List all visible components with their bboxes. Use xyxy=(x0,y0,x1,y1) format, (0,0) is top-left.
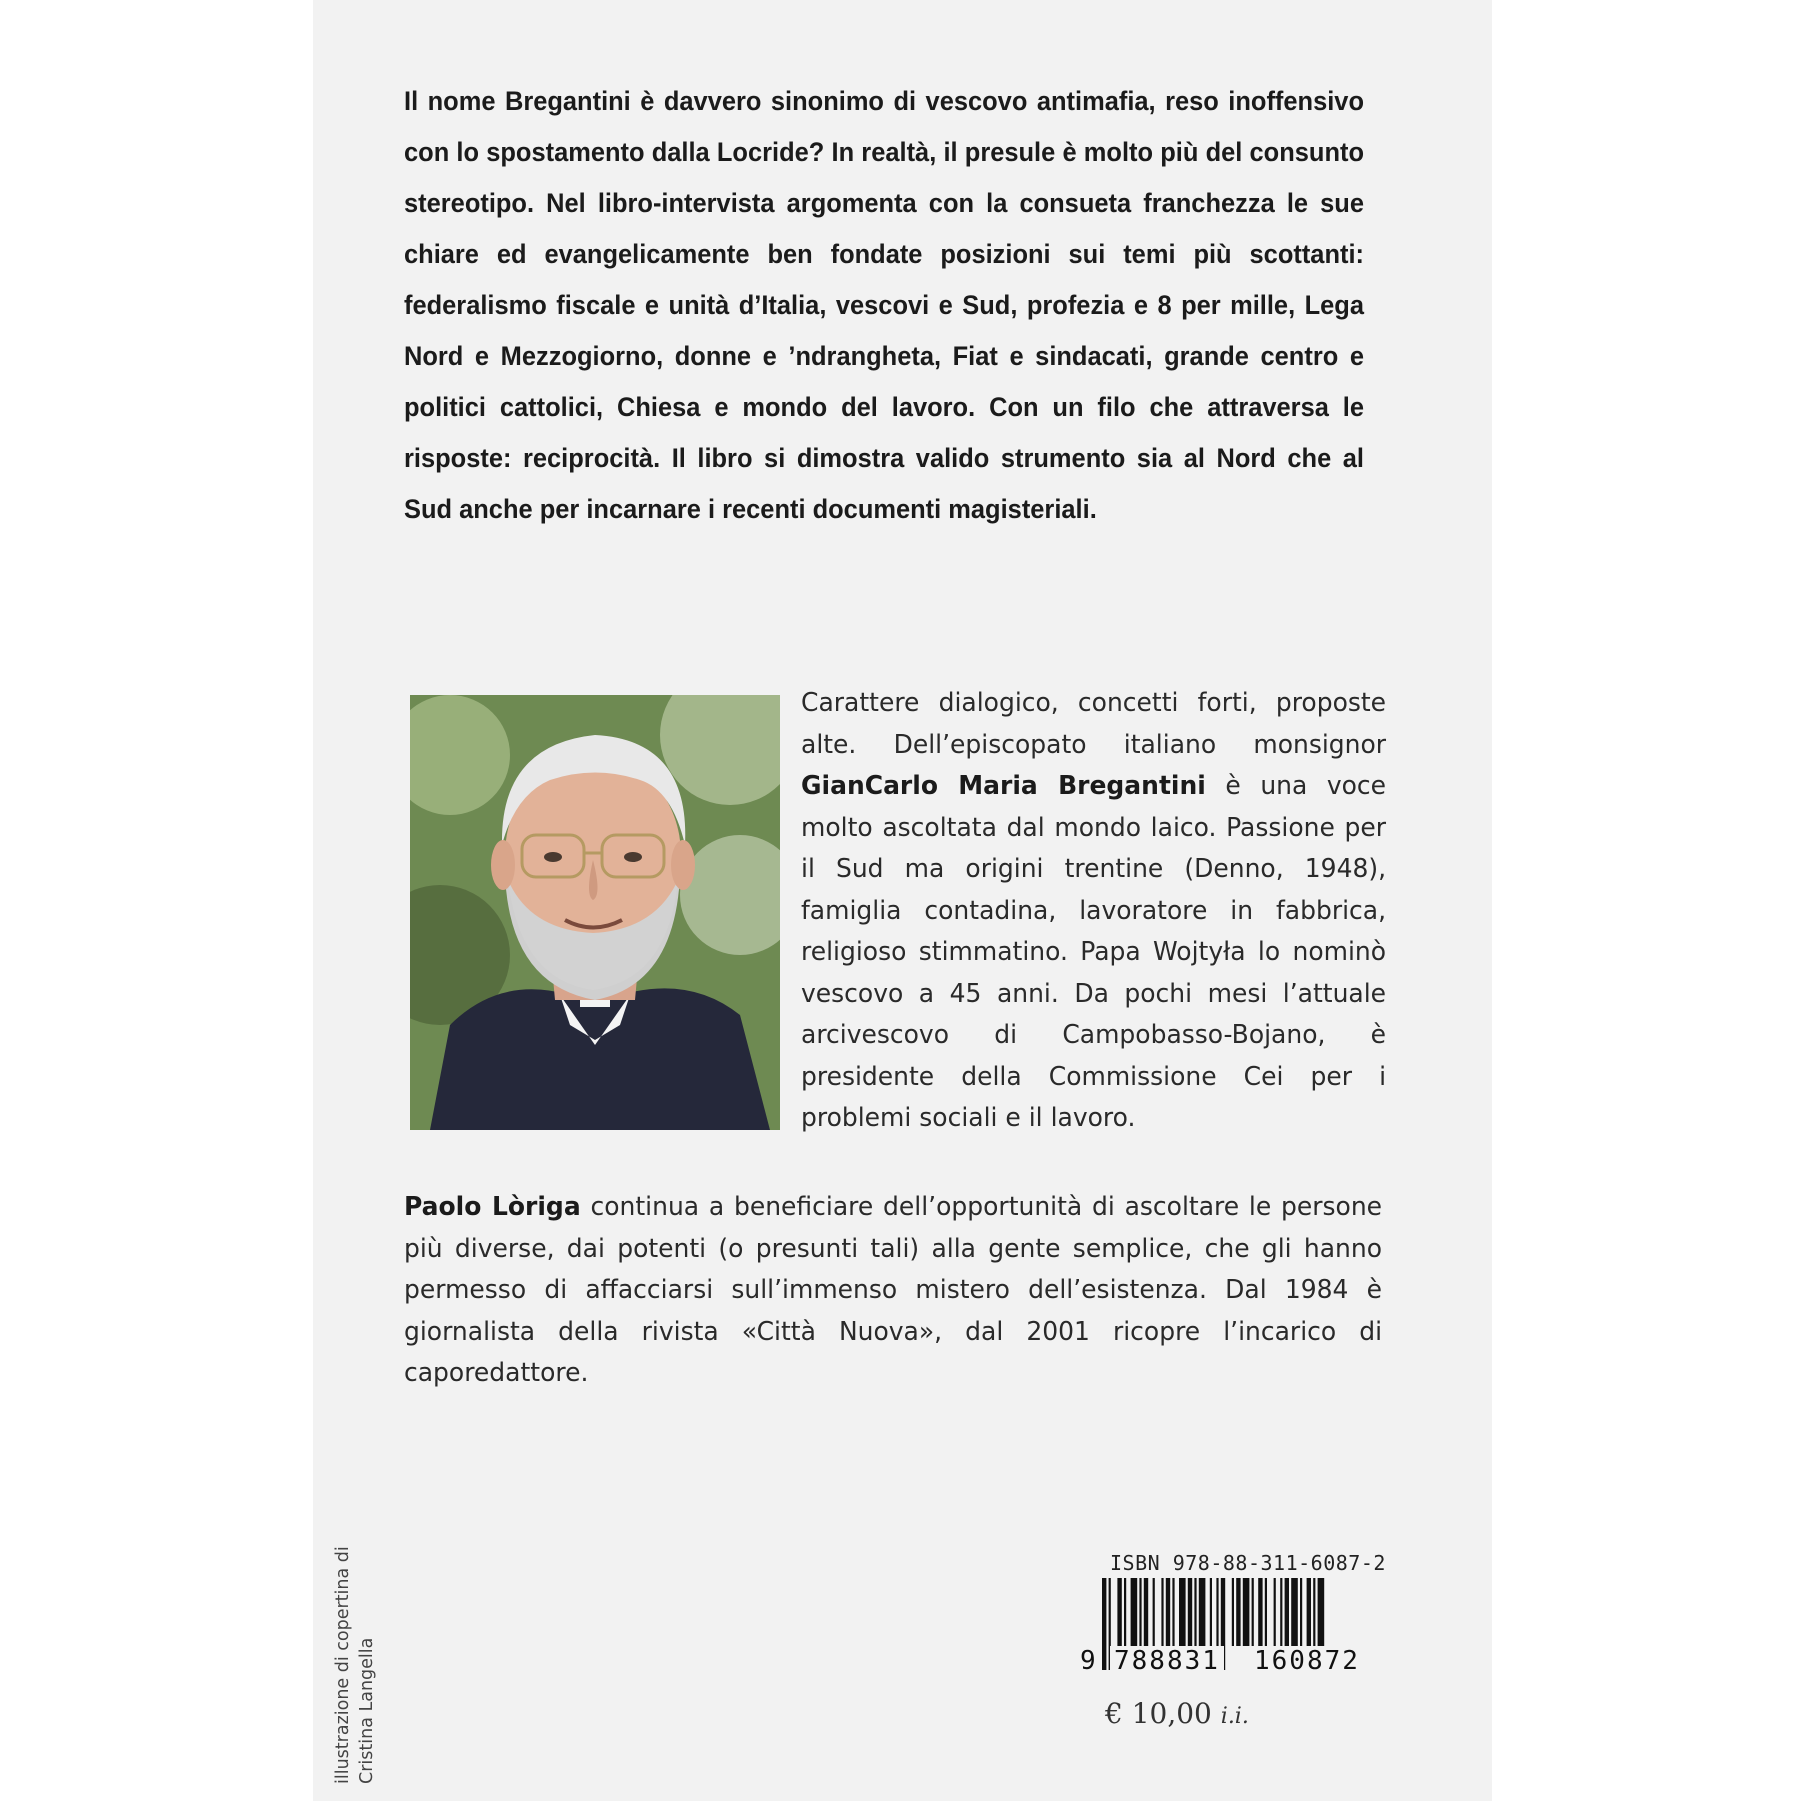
price-amount: € 10,00 xyxy=(1105,1697,1212,1730)
barcode-bar xyxy=(1252,1578,1254,1646)
barcode-bar xyxy=(1179,1578,1186,1646)
barcode-bar xyxy=(1188,1578,1192,1646)
credit-line-1: illustrazione di copertina di xyxy=(333,1546,353,1784)
portrait-illustration xyxy=(410,695,780,1130)
barcode-bar xyxy=(1102,1578,1106,1670)
price-label xyxy=(1105,1697,1249,1730)
barcode-bar xyxy=(1172,1578,1174,1646)
credit-line-2: Cristina Langella xyxy=(357,1637,377,1784)
barcode-bar xyxy=(1236,1578,1240,1646)
author-text: continua a beneficiare dell’opportunità di ascoltare le persone più diverse, dai potenti (o presunti tali) alla gente semplice, che gli hanno permesso di affacciarsi sull’immenso mistero dell’esistenza. Dal 1984 è giornalista della rivista «Città Nuova», dal 2001 ricopre l’incarico di caporedattore. xyxy=(404,1192,1383,1388)
barcode-bar xyxy=(1280,1578,1282,1646)
barcode-bar xyxy=(1194,1578,1196,1646)
barcode-bar xyxy=(1258,1578,1262,1646)
barcode-bar xyxy=(1144,1578,1148,1646)
barcode-digit-first: 9 xyxy=(1080,1646,1096,1676)
isbn-label: ISBN 978-88-311-6087-2 xyxy=(1110,1551,1386,1575)
barcode-bar xyxy=(1265,1578,1267,1646)
barcode-bar xyxy=(1285,1578,1289,1646)
barcode-bar xyxy=(1166,1578,1170,1646)
author-biography xyxy=(404,1187,1382,1395)
barcode-bars xyxy=(1080,1578,1392,1698)
price-suffix: i.i. xyxy=(1220,1704,1249,1729)
barcode-bar xyxy=(1124,1578,1126,1646)
barcode-digits-left: 788831 xyxy=(1110,1646,1224,1676)
bio-intro: Carattere dialogico, concetti forti, proposte alte. Dell’episcopato italiano monsignor xyxy=(801,688,1387,760)
bio-text: è una voce molto ascoltata dal mondo laico. Passione per il Sud ma origini trentine (Denno, 1948), famiglia contadina, lavoratore in fabbrica, religioso stimmatino. Papa Wojtyła lo nominò vescovo a 45 anni. Da pochi mesi l’attuale arcivescovo di Campobasso-Bojano, è presidente della Commissione Cei per i problemi sociali e il lavoro. xyxy=(801,771,1387,1133)
barcode-bar xyxy=(1300,1578,1302,1646)
author-photo xyxy=(410,695,780,1130)
barcode-bar xyxy=(1307,1578,1311,1646)
barcode-bar xyxy=(1291,1578,1298,1646)
barcode-bar xyxy=(1139,1578,1141,1646)
barcode-bar xyxy=(1131,1578,1138,1646)
barcode-bar xyxy=(1153,1578,1155,1646)
bishop-biography xyxy=(801,683,1386,1140)
barcode-bar xyxy=(1210,1578,1212,1646)
barcode-bar xyxy=(1117,1578,1121,1646)
barcode-bar xyxy=(1161,1578,1163,1646)
cover-credit xyxy=(331,1484,379,1784)
author-name: Paolo Lòriga xyxy=(404,1192,581,1222)
barcode-bar xyxy=(1232,1578,1234,1646)
bishop-name: GianCarlo Maria Bregantini xyxy=(801,771,1206,801)
blurb-text: Il nome Bregantini è davvero sinonimo di vescovo antimafia, reso inoffensivo con lo spostamento dalla Locride? In realtà, il presule è molto più del consunto stereotipo. Nel libro-intervista argomenta con la consueta franchezza le sue chiare ed evangelicamente ben fondate posizioni sui temi più scottanti: federalismo fiscale e unità d’Italia, vescovi e Sud, profezia e 8 per mille, Lega Nord e Mezzogiorno, donne e ’ndrangheta, Fiat e sindacati, grande centro e politici cattolici, Chiesa e mondo del lavoro. Con un filo che attraversa le risposte: reciprocità. Il libro si dimostra valido strumento sia al Nord che al Sud anche per incarnare i recenti documenti magisteriali. xyxy=(404,86,1364,524)
barcode-bar xyxy=(1243,1578,1250,1646)
barcode-digits-right: 160872 xyxy=(1250,1646,1364,1676)
barcode xyxy=(1080,1578,1392,1698)
barcode-bar xyxy=(1274,1578,1276,1646)
barcode-bar xyxy=(1199,1578,1206,1646)
